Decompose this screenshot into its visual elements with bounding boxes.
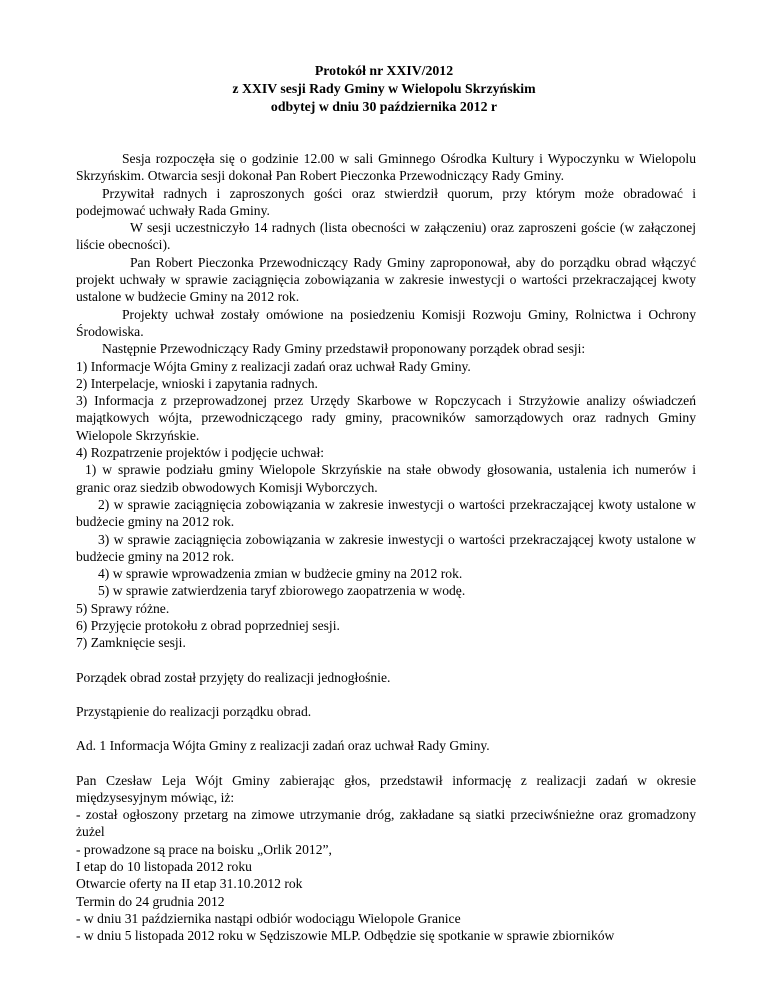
paragraph-agenda-intro: Następnie Przewodniczący Rady Gminy przedstawił proponowany porządek obrad sesji: <box>102 341 586 357</box>
paragraph-welcome: Przywitał radnych i zaproszonych gości oraz stwierdził quorum, przy którym może obradować i podejmować uchwały Rada Gminy. <box>76 185 696 218</box>
paragraph-committee: Projekty uchwał zostały omówione na posiedzeniu Komisji Rozwoju Gminy, Rolnictwa i Ochrony Środowiska. <box>76 306 696 339</box>
agenda-item: 5) Sprawy różne. <box>76 600 170 616</box>
report-item: - został ogłoszony przetarg na zimowe utrzymanie dróg, zakładane są siatki przeciwśnieżne oraz gromadzony żużel <box>76 807 696 840</box>
paragraph-attendance: W sesji uczestniczyło 14 radnych (lista obecności w załączeniu) oraz zaproszeni goście (w załączonej liście obecności). <box>76 220 696 253</box>
resolution-item: 1) w sprawie podziału gminy Wielopole Skrzyńskie na stałe obwody głosowania, ustalenia ich numerów i granic oraz siedzib obwodowych Komisji Wyborczych. <box>76 462 696 495</box>
agenda-accepted: Porządek obrad został przyjęty do realizacji jednogłośnie. <box>76 669 391 685</box>
report-item: - prowadzone są prace na boisku „Orlik 2012”, <box>76 841 332 857</box>
report-item: Termin do 24 grudnia 2012 <box>76 893 225 909</box>
agenda-item: 1) Informacje Wójta Gminy z realizacji zadań oraz uchwał Rady Gminy. <box>76 358 471 374</box>
agenda-start: Przystąpienie do realizacji porządku obrad. <box>76 703 312 719</box>
resolution-item: 3) w sprawie zaciągnięcia zobowiązania w zakresie inwestycji o wartości przekraczającej kwoty ustalone w budżecie gminy na 2012 rok. <box>76 531 696 564</box>
report-item: - w dniu 31 października nastąpi odbiór wodociągu Wielopole Granice <box>76 910 461 926</box>
report-item: Otwarcie oferty na II etap 31.10.2012 rok <box>76 876 303 892</box>
document-title <box>0 62 768 115</box>
report-item: - w dniu 5 listopada 2012 roku w Sędziszowie MLP. Odbędzie się spotkanie w sprawie zbiorników <box>76 928 615 944</box>
title-line-1: Protokół nr XXIV/2012 <box>314 63 454 78</box>
title-line-3: odbytej w dniu 30 października 2012 r <box>270 98 498 114</box>
agenda-item: 2) Interpelacje, wnioski i zapytania radnych. <box>76 375 318 391</box>
paragraph-session-start: Sesja rozpoczęła się o godzinie 12.00 w sali Gminnego Ośrodka Kultury i Wypoczynku w Wielopolu Skrzyńskim. Otwarcia sesji dokonał Pan Robert Pieczonka Przewodniczący Rady Gminy. <box>76 151 696 184</box>
title-line-2: z XXIV sesji Rady Gminy w Wielopolu Skrzyńskim <box>232 80 536 96</box>
resolution-item: 2) w sprawie zaciągnięcia zobowiązania w zakresie inwestycji o wartości przekraczającej kwoty ustalone w budżecie gminy na 2012 rok. <box>76 496 696 530</box>
agenda-item: 7) Zamknięcie sesji. <box>76 635 186 651</box>
resolution-item: 4) w sprawie wprowadzenia zmian w budżecie gminy na 2012 rok. <box>98 566 463 582</box>
report-item: I etap do 10 listopada 2012 roku <box>76 858 252 874</box>
section-heading-ad1: Ad. 1 Informacja Wójta Gminy z realizacji zadań oraz uchwał Rady Gminy. <box>76 738 490 754</box>
agenda-item: 4) Rozpatrzenie projektów i podjęcie uchwał: <box>76 445 324 461</box>
agenda-item: 6) Przyjęcie protokołu z obrad poprzedniej sesji. <box>76 618 340 634</box>
paragraph-proposal: Pan Robert Pieczonka Przewodniczący Rady Gminy zaproponował, aby do porządku obrad włączyć projekt uchwały w sprawie zaciągnięcia zobowiązania w zakresie inwestycji o wartości przekraczającej kwoty ustalone w budżecie Gminy na 2012 rok. <box>76 254 696 305</box>
document-body <box>76 150 696 944</box>
paragraph-report: Pan Czesław Leja Wójt Gminy zabierając głos, przedstawił informację z realizacji zadań w okresie międzysesyjnym mówiąc, iż: <box>76 772 696 805</box>
agenda-item: 3) Informacja z przeprowadzonej przez Urzędy Skarbowe w Ropczycach i Strzyżowie analizy oświadczeń majątkowych wójta, przewodniczącego rady gminy, pracowników samorządowych oraz radnych Gminy Wielopole Skrzyńskie. <box>76 393 696 443</box>
resolution-item: 5) w sprawie zatwierdzenia taryf zbiorowego zaopatrzenia w wodę. <box>98 583 466 599</box>
